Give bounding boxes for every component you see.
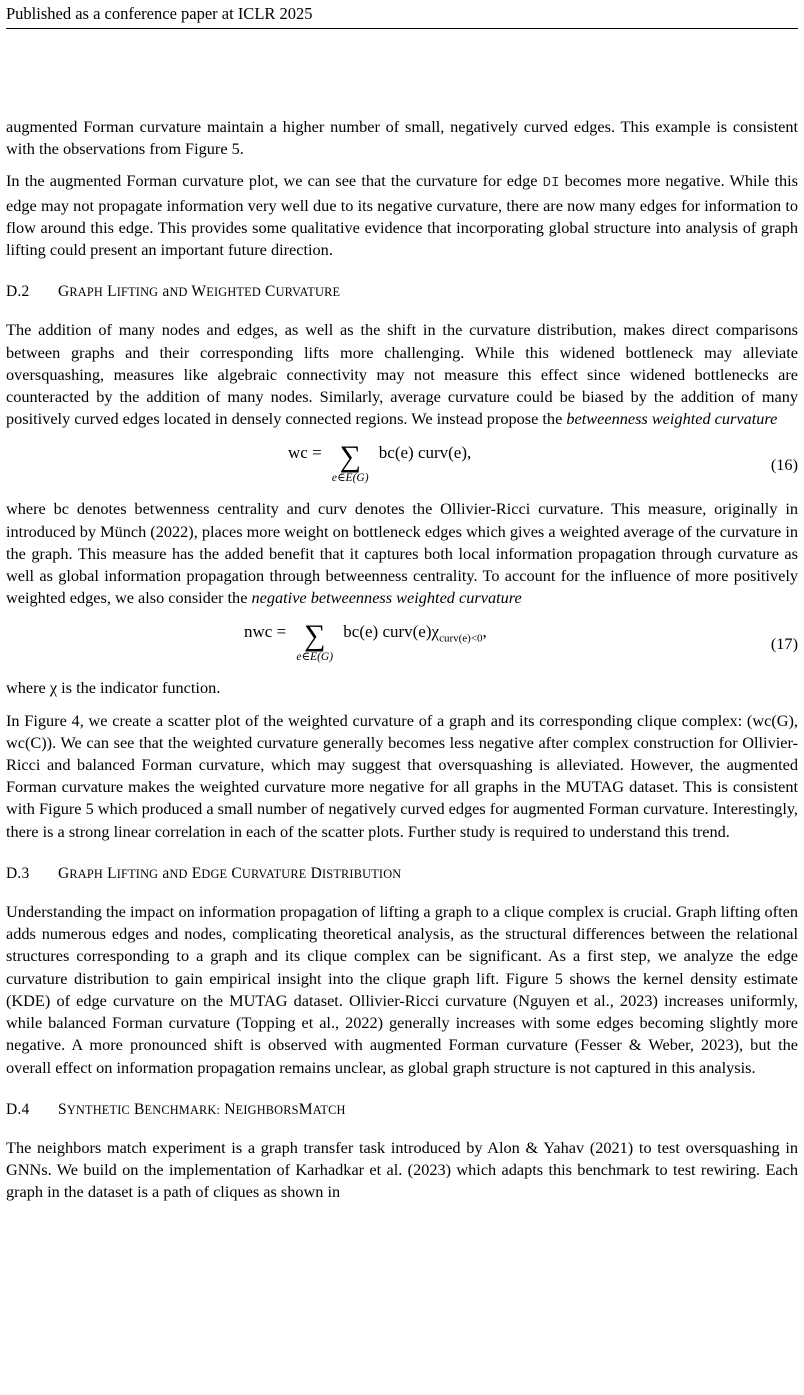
paragraph-7: Understanding the impact on information propagation of lifting a graph to a clique complex is crucial. Graph lifting often adds numerous edges and nodes, complicating theoretical analysis, as the structural differences between the relational structures corresponding to a graph and its clique complex can be significant. As a first step, we analyze the edge curvature distribution to gain empirical insight into the clique graph lift. Figure 5 shows the kernel density estimate (KDE) of edge curvature on the MUTAG dataset. Ollivier-Ricci curvature (Nguyen et al., 2023) increases uniformly, while balanced Forman curvature (Topping et al., 2022) generally increases with some edges becoming slightly more negative. A more pronounced shift is observed with augmented Forman curvature (Fesser & Weber, 2023), but the overall effect on information propagation remains unclear, as global graph structure is not captured in this analysis. xyxy=(6,902,798,1077)
section-title: GRAPH LIFTING aND EDGE CURVATURE DISTRIBUTION xyxy=(58,864,402,882)
summation-subscript: e∈E(G) xyxy=(331,472,369,485)
equation-17-rhs: bc(e) curv(e)χ xyxy=(343,622,440,642)
paragraph-8: The neighbors match experiment is a graph transfer task introduced by Alon & Yahav (2021) to test oversquashing in GNNs. We build on the implementation of Karhadkar et al. (2023) which adapts this benchmark to test rewiring. Each graph in the dataset is a path of cliques as shown in xyxy=(6,1137,798,1202)
equation-17 xyxy=(6,619,798,669)
summation: ∑ e∈E(G) xyxy=(296,619,334,664)
section-heading-d2 xyxy=(6,281,798,303)
section-number: D.3 xyxy=(6,864,30,882)
section-number: D.2 xyxy=(6,283,30,301)
section-heading-d3 xyxy=(6,863,798,885)
equation-16-body xyxy=(288,442,471,484)
paragraph-2 xyxy=(6,170,798,261)
paragraph-1: augmented Forman curvature maintain a higher number of small, negatively curved edges. This example is consistent with the observations from Figure 5. xyxy=(6,117,798,159)
paragraph-5: where χ is the indicator function. xyxy=(6,678,221,698)
paragraph-3 xyxy=(6,319,798,430)
equation-16-number: (16) xyxy=(770,455,798,475)
section-number: D.4 xyxy=(6,1100,30,1118)
edge-code: DI xyxy=(542,175,560,192)
summation-subscript: e∈E(G) xyxy=(296,651,334,664)
equation-17-lhs: nwc = xyxy=(244,622,287,642)
equation-16-rhs: bc(e) curv(e), xyxy=(378,443,472,463)
paragraph-3-text: The addition of many nodes and edges, as well as the shift in the curvature distribution, makes direct comparisons between graphs and their corresponding lifts more challenging. While this widened bottleneck may alleviate oversquashing, measures like algebraic connectivity may not measure this effect since widened bottlenecks are counteracted by the addition of many nodes. Similarly, average curvature could be biased by the addition of many positively curved edges located in densely connected regions. We instead propose the xyxy=(6,320,798,429)
equation-16 xyxy=(6,440,798,490)
running-header: Published as a conference paper at ICLR 2025 xyxy=(6,3,798,29)
paragraph-2-text-a: In the augmented Forman curvature plot, we can see that the curvature for edge xyxy=(6,171,543,191)
term-betweenness-weighted-curvature: betweenness weighted curvature xyxy=(566,409,778,429)
paragraph-6: In Figure 4, we create a scatter plot of the weighted curvature of a graph and its corresponding clique complex: (wc(G), wc(C)). We can see that the weighted curvature generally becomes less negative after complex construction for Ollivier-Ricci and balanced Forman curvature, which may suggest that oversquashing is alleviated. However, the augmented Forman curvature makes the weighted curvature more negative for all graphs in the MUTAG dataset. This is consistent with Figure 5 which produced a small number of negatively curved edges for augmented Forman curvature. Interestingly, there is a strong linear correlation in each of the scatter plots. Further study is required to understand this trend. xyxy=(6,710,798,841)
summation: ∑ e∈E(G) xyxy=(331,440,369,485)
section-heading-d4 xyxy=(6,1099,798,1121)
equation-16-lhs: wc = xyxy=(288,443,322,463)
paragraph-2-text-b: becomes more negative. While this edge may not propagate information very well due to its negative curvature, there are now many edges for information to flow around this edge. This provides some qualitative evidence that incorporating global structure into analysis of graph lifting could present an important future direction. xyxy=(6,171,798,260)
equation-17-end: , xyxy=(482,622,487,642)
paragraph-4-text: where bc denotes betwenness centrality and curv denotes the Ollivier-Ricci curvature. This measure, originally in introduced by Münch (2022), places more weight on bottleneck edges which gives a weighted average of the curvature in the graph. This measure has the added benefit that it captures both local information propagation through curvature as well as global information propagation through betweenness centrality. To account for the influence of more positively weighted edges, we also consider the xyxy=(6,499,798,608)
section-title: SYNTHETIC BENCHMARK: NEIGHBORSMATCH xyxy=(58,1100,346,1118)
section-title: GRAPH LIFTING aND WEIGHTED CURVATURE xyxy=(58,283,341,301)
indicator-subscript: curv(e)<0 xyxy=(439,632,483,645)
page-body xyxy=(6,116,798,1214)
equation-17-body xyxy=(244,621,487,663)
term-negative-betweenness-weighted-curvature: negative betweenness weighted curvature xyxy=(251,588,522,608)
paragraph-4 xyxy=(6,498,798,609)
equation-17-number: (17) xyxy=(770,634,798,654)
